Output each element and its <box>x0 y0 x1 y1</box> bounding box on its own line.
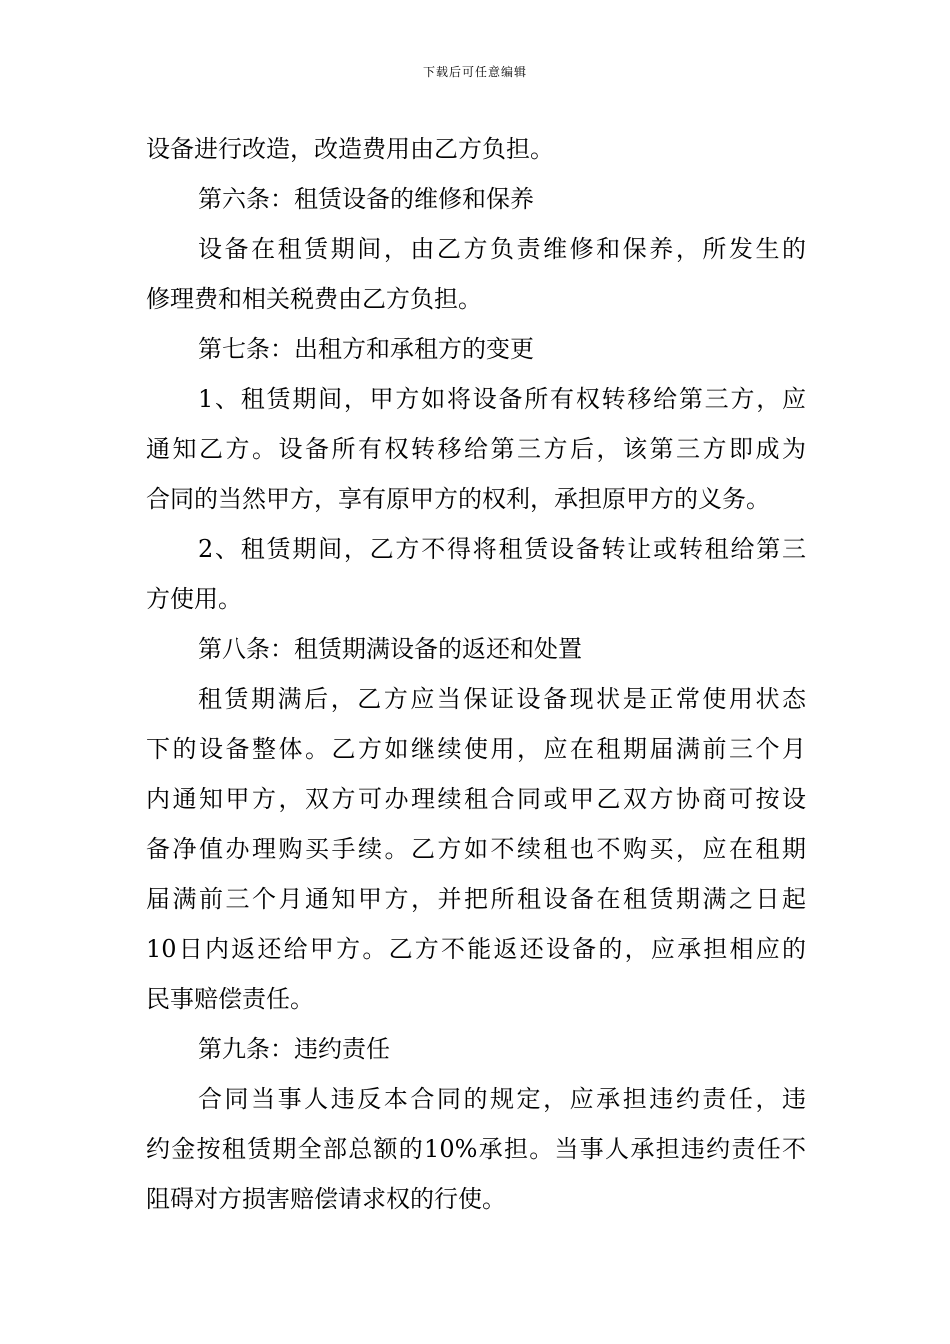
document-line: 阻碍对方损害赔偿请求权的行使。 <box>146 1185 506 1213</box>
document-line: 修理费和相关税费由乙方负担。 <box>146 285 482 313</box>
document-line: 1、租赁期间，甲方如将设备所有权转移给第三方，应 <box>198 385 806 413</box>
document-line: 内通知甲方，双方可办理续租合同或甲乙双方协商可按设 <box>146 785 806 813</box>
document-body <box>146 124 806 1224</box>
document-line: 通知乙方。设备所有权转移给第三方后，该第三方即成为 <box>146 435 806 463</box>
document-line: 合同当事人违反本合同的规定，应承担违约责任，违 <box>198 1085 806 1113</box>
document-line: 设备进行改造，改造费用由乙方负担。 <box>146 135 554 163</box>
document-line: 民事赔偿责任。 <box>146 985 314 1013</box>
document-line: 第八条：租赁期满设备的返还和处置 <box>198 635 582 663</box>
document-line: 备净值办理购买手续。乙方如不续租也不购买，应在租期 <box>146 835 806 863</box>
document-line: 第七条：出租方和承租方的变更 <box>198 335 534 363</box>
document-line: 合同的当然甲方，享有原甲方的权利，承担原甲方的义务。 <box>146 485 770 513</box>
document-line: 2、租赁期间，乙方不得将租赁设备转让或转租给第三 <box>198 535 806 563</box>
page-header: 下载后可任意编辑 <box>422 65 527 79</box>
document-line: 租赁期满后，乙方应当保证设备现状是正常使用状态 <box>198 685 806 713</box>
document-line: 约金按租赁期全部总额的10%承担。当事人承担违约责任不 <box>146 1135 806 1163</box>
document-line: 下的设备整体。乙方如继续使用，应在租期届满前三个月 <box>146 735 806 763</box>
document-line: 第九条：违约责任 <box>198 1035 390 1063</box>
document-line: 方使用。 <box>146 585 242 613</box>
document-line: 设备在租赁期间，由乙方负责维修和保养，所发生的 <box>198 235 806 263</box>
document-line: 10日内返还给甲方。乙方不能返还设备的，应承担相应的 <box>146 935 806 963</box>
document-line: 第六条：租赁设备的维修和保养 <box>198 185 534 213</box>
document-line: 届满前三个月通知甲方，并把所租设备在租赁期满之日起 <box>146 885 806 913</box>
